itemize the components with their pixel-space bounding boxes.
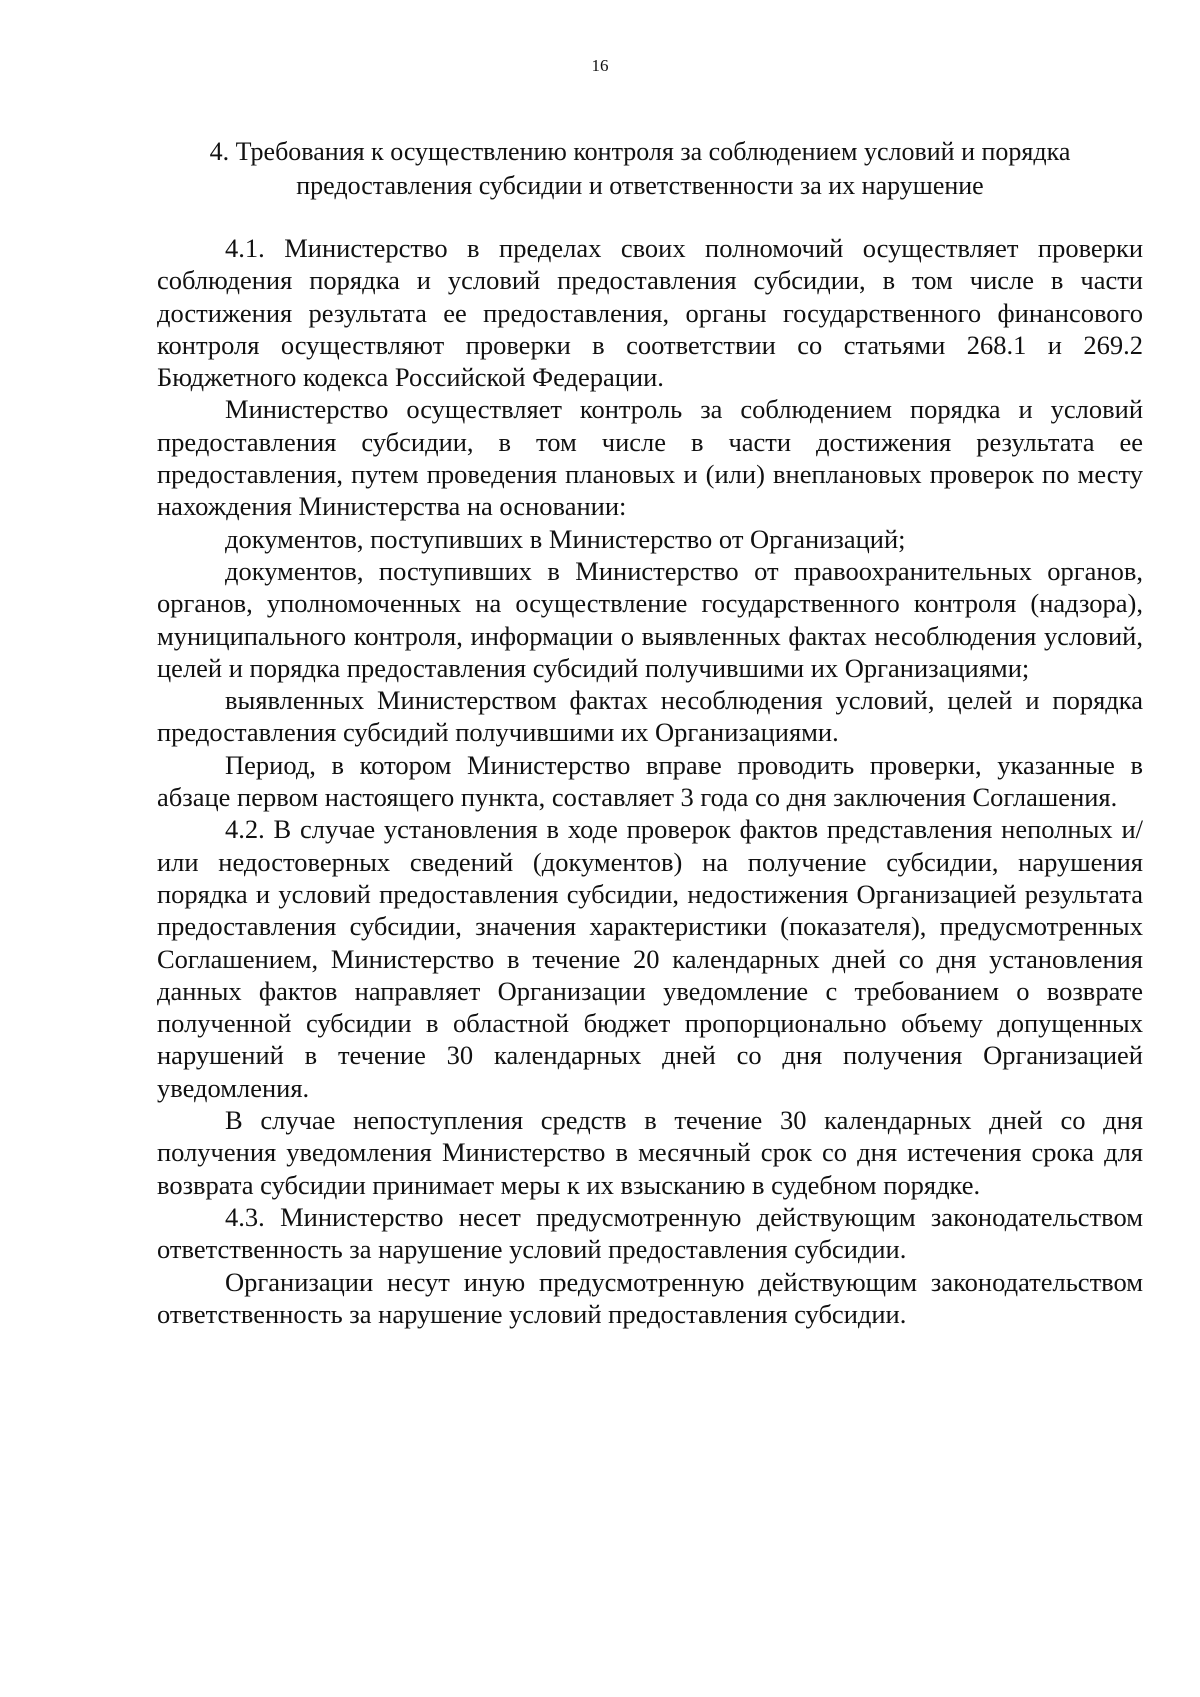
paragraph-inspection-period: Период, в котором Министерство вправе проводить проверки, указанные в абзаце первом настоящего пункта, составляет 3 года со дня заключения Соглашения. xyxy=(157,749,1143,813)
section-title xyxy=(150,135,1130,203)
paragraph-4-2: 4.2. В случае установления в ходе проверок фактов представления неполных и/или недостоверных сведений (документов) на получение субсидии, нарушения порядка и условий предоставления субсидии, недостижения Организацией результата предоставления субсидии, значения характеристики (показателя), предусмотренных Соглашением, Министерство в течение 20 календарных дней со дня установления данных фактов направляет Организации уведомление с требованием о возврате полученной субсидии в областной бюджет пропорционально объему допущенных нарушений в течение 30 календарных дней со дня получения Организацией уведомления. xyxy=(157,814,1143,1103)
paragraph-organization-liability: Организации несут иную предусмотренную действующим законодательством ответственность за нарушение условий предоставления субсидии. xyxy=(157,1266,1143,1329)
list-item-organization-documents: документов, поступивших в Министерство от Организаций; xyxy=(225,523,906,554)
list-item-ministry-findings: выявленных Министерством фактах несоблюдения условий, целей и порядка предоставления субсидий получившими их Организациями. xyxy=(157,685,1143,748)
paragraph-4-1: 4.1. Министерство в пределах своих полномочий осуществляет проверки соблюдения порядка и условий предоставления субсидии, в том числе в части достижения результата ее предоставления, органы государственного финансового контроля осуществляют проверки в соответствии со статьями 268.1 и 269.2 Бюджетного кодекса Российской Федерации. xyxy=(157,233,1143,393)
page-number: 16 xyxy=(591,56,609,75)
paragraph-control-basis: Министерство осуществляет контроль за соблюдением порядка и условий предоставления субсидии, в том числе в части достижения результата ее предоставления, путем проведения плановых и (или) внеплановых проверок по месту нахождения Министерства на основании: xyxy=(157,394,1143,522)
list-item-law-enforcement-documents: документов, поступивших в Министерство от правоохранительных органов, органов, уполномоченных на осуществление государственного контроля (надзора), муниципального контроля, информации о выявленных фактах несоблюдения условий, целей и порядка предоставления субсидий получившими их Организациями; xyxy=(157,555,1143,683)
section-title-line-2: предоставления субсидии и ответственности за их нарушение xyxy=(296,171,984,200)
paragraph-court-recovery: В случае непоступления средств в течение 30 календарных дней со дня получения уведомления Министерство в месячный срок со дня истечения срока для возврата субсидии принимает меры к их взысканию в судебном порядке. xyxy=(157,1105,1143,1200)
paragraph-4-3: 4.3. Министерство несет предусмотренную действующим законодательством ответственность за нарушение условий предоставления субсидии. xyxy=(157,1201,1143,1265)
section-title-line-1: 4. Требования к осуществлению контроля за соблюдением условий и порядка xyxy=(209,137,1071,166)
document-body xyxy=(157,232,1143,1330)
